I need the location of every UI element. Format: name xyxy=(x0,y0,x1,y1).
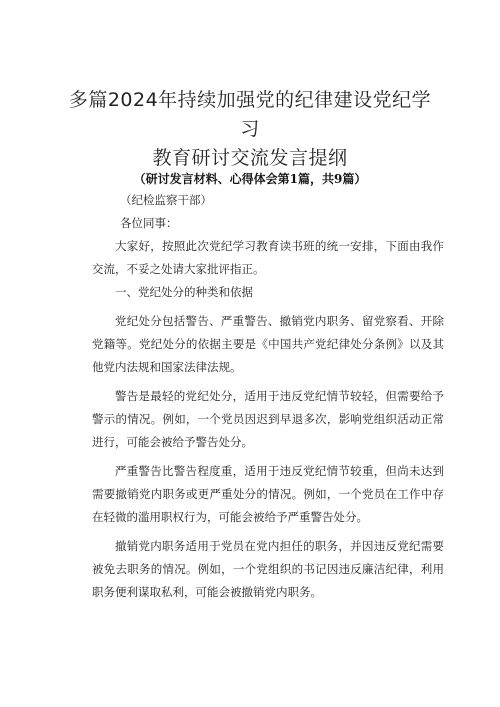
paragraph-intro: 大家好，按照此次党纪学习教育读书班的统一安排，下面由我作交流，不妥之处请大家批评指正。 xyxy=(92,239,444,276)
paragraph: 严重警告比警告程度重，适用于违反党纪情节较重，但尚未达到需要撤销党内职务或更严重处分的情况。例如，一个党员在工作中存在轻微的滥用职权行为，可能会被给予严重警告处分。 xyxy=(92,464,444,524)
document-subtitle: （研讨发言材料、心得体会第1篇，共9篇） xyxy=(133,172,367,186)
paragraph: 警告是最轻的党纪处分，适用于违反党纪情节较轻，但需要给予警示的情况。例如，一个党员因迟到早退多次，影响党组织活动正常进行，可能会被给予警告处分。 xyxy=(92,389,444,449)
paragraph: 撤销党内职务适用于党员在党内担任的职务，并因违反党纪需要被免去职务的情况。例如，一个党组织的书记因违反廉洁纪律，利用职务便利谋取私利，可能会被撤销党内职务。 xyxy=(92,539,444,599)
title-line-1: 多篇2024年持续加强党的纪律建设党纪学习 xyxy=(68,89,432,140)
section-heading: 一、党纪处分的种类和依据 xyxy=(115,285,253,299)
author-line: （纪检监察干部） xyxy=(120,193,212,207)
document-body xyxy=(92,189,444,604)
paragraph: 党纪处分包括警告、严重警告、撤销党内职务、留党察看、开除党籍等。党纪处分的依据主要是《中国共产党纪律处分条例》以及其他党内法规和国家法律法规。 xyxy=(92,314,444,374)
title-line-2: 教育研讨交流发言提纲 xyxy=(152,147,348,169)
salutation: 各位同事： xyxy=(120,216,178,230)
document-title xyxy=(60,86,440,173)
